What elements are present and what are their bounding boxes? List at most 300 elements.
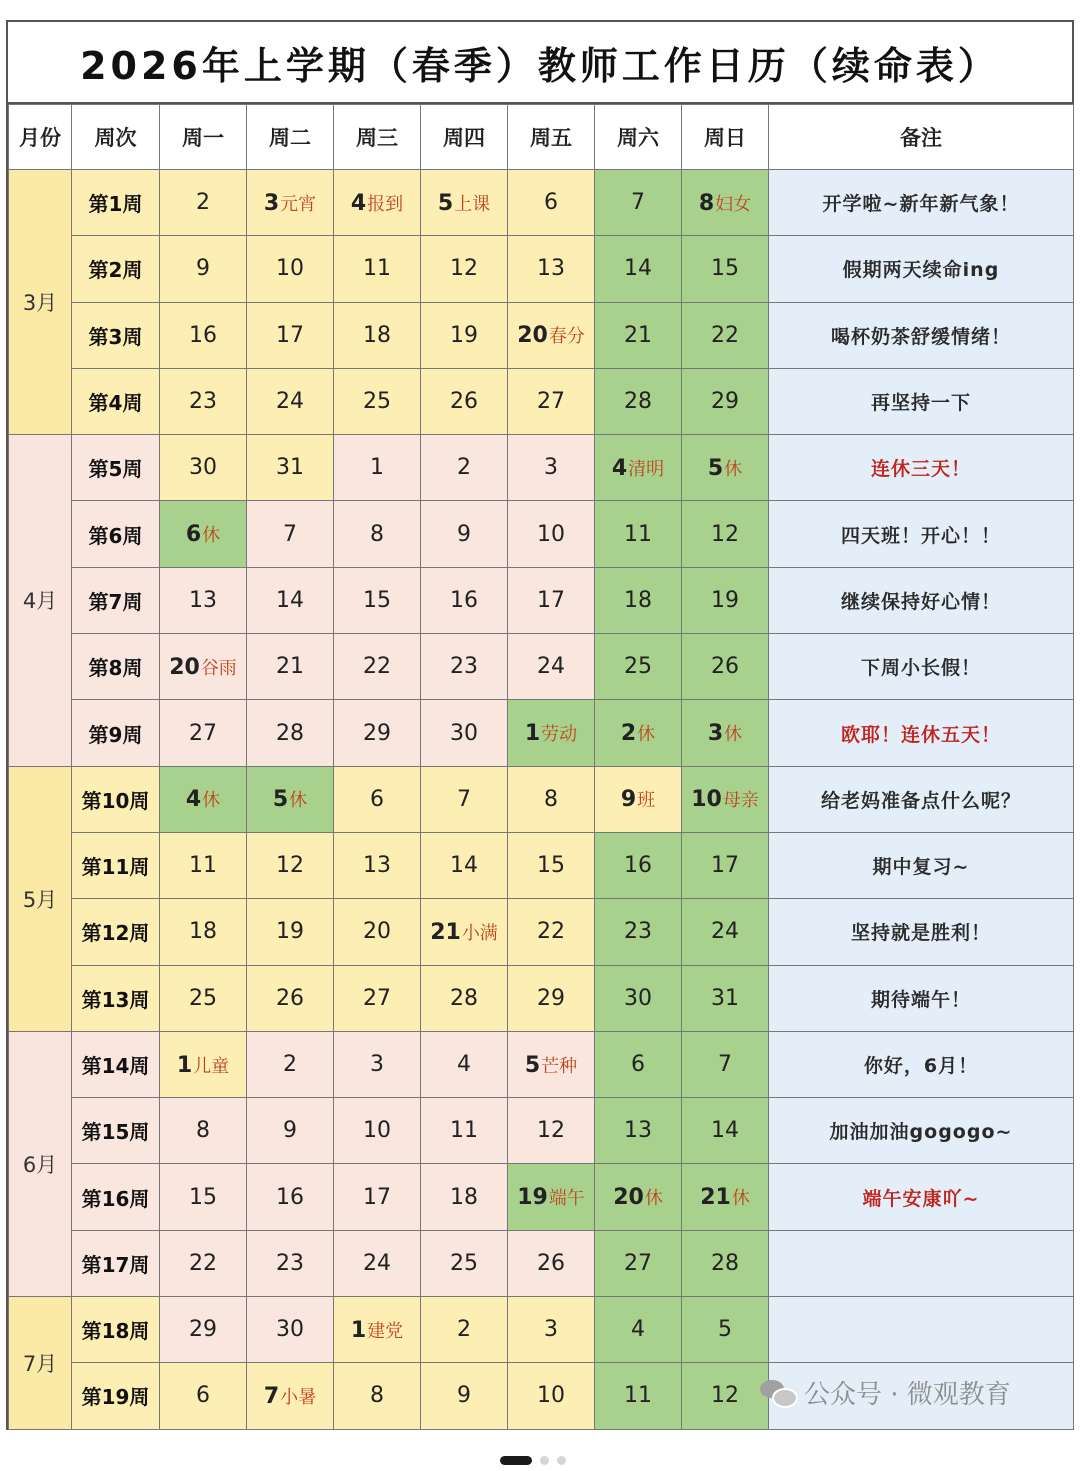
- week-row: [9, 1098, 1074, 1164]
- week-remark: 再坚持一下: [769, 368, 1074, 434]
- day-cell: [595, 700, 682, 766]
- day-number: 9: [283, 1118, 297, 1144]
- week-label: 第14周: [72, 1031, 160, 1097]
- day-cell: [682, 1031, 769, 1097]
- day-number: 23: [624, 919, 652, 945]
- day-number: 29: [363, 720, 391, 746]
- week-label: 第8周: [72, 634, 160, 700]
- day-cell: [421, 766, 508, 832]
- week-remark: 继续保持好心情！: [769, 567, 1074, 633]
- day-cell: [334, 700, 421, 766]
- week-row: [9, 170, 1074, 236]
- day-note: 儿童: [193, 1055, 230, 1077]
- day-number: 7: [631, 190, 645, 216]
- month-label: 4月: [9, 435, 72, 766]
- day-number: 22: [711, 322, 739, 348]
- day-number: 30: [450, 720, 478, 746]
- day-cell: [595, 965, 682, 1031]
- day-cell: [421, 368, 508, 434]
- day-cell: [508, 1363, 595, 1429]
- day-cell: [682, 170, 769, 236]
- day-number: 14: [624, 256, 652, 282]
- day-note: 芒种: [541, 1055, 578, 1077]
- day-number: 6: [370, 786, 384, 812]
- day-cell: [682, 236, 769, 302]
- day-cell: [247, 634, 334, 700]
- day-cell: [334, 832, 421, 898]
- day-cell: [247, 501, 334, 567]
- day-number: 6: [544, 190, 558, 216]
- week-remark: 假期两天续命ing: [769, 236, 1074, 302]
- day-cell: [421, 170, 508, 236]
- week-row: [9, 965, 1074, 1031]
- day-cell: [247, 1031, 334, 1097]
- day-number: 12: [450, 256, 478, 282]
- day-number: 26: [276, 985, 304, 1011]
- day-cell: [160, 766, 247, 832]
- day-number: 23: [450, 654, 478, 680]
- week-remark: 连休三天！: [769, 435, 1074, 501]
- day-number: 8: [370, 521, 384, 547]
- week-remark: 期中复习~: [769, 832, 1074, 898]
- day-number: 22: [363, 654, 391, 680]
- day-cell: [508, 1297, 595, 1363]
- day-number: 21: [276, 654, 304, 680]
- day-number: 18: [189, 919, 217, 945]
- day-cell: [595, 236, 682, 302]
- week-row: [9, 501, 1074, 567]
- day-cell: [682, 766, 769, 832]
- day-cell: [682, 634, 769, 700]
- day-cell: [682, 435, 769, 501]
- week-label: 第1周: [72, 170, 160, 236]
- week-label: 第4周: [72, 368, 160, 434]
- day-number: 27: [537, 389, 565, 415]
- day-number: 3: [370, 1052, 384, 1077]
- day-cell: [508, 435, 595, 501]
- day-number: 24: [363, 1250, 391, 1276]
- day-cell: [421, 1230, 508, 1296]
- day-number: 5: [718, 1317, 732, 1343]
- day-cell: [682, 501, 769, 567]
- day-cell: [682, 1363, 769, 1429]
- day-cell: [595, 1230, 682, 1296]
- week-row: [9, 1230, 1074, 1296]
- week-row: [9, 634, 1074, 700]
- day-cell: [334, 302, 421, 368]
- week-row: [9, 832, 1074, 898]
- day-number: 5: [707, 455, 724, 481]
- day-number: 2: [457, 1317, 471, 1343]
- day-number: 7: [718, 1052, 732, 1077]
- day-cell: [334, 766, 421, 832]
- day-cell: [160, 170, 247, 236]
- day-number: 2: [620, 721, 637, 747]
- day-note: 上课: [454, 193, 491, 215]
- week-remark: [769, 1230, 1074, 1296]
- day-note: 劳动: [541, 724, 578, 746]
- day-cell: [595, 567, 682, 633]
- day-number: 31: [276, 455, 304, 481]
- week-row: [9, 302, 1074, 368]
- day-number: 13: [537, 256, 565, 282]
- header-week: 周次: [72, 105, 160, 170]
- day-cell: [247, 1230, 334, 1296]
- day-number: 19: [276, 919, 304, 945]
- day-cell: [247, 832, 334, 898]
- day-number: 25: [624, 654, 652, 680]
- week-remark: 下周小长假！: [769, 634, 1074, 700]
- day-cell: [508, 302, 595, 368]
- day-number: 24: [276, 389, 304, 415]
- day-number: 11: [189, 853, 217, 879]
- day-number: 28: [624, 389, 652, 415]
- day-cell: [160, 1230, 247, 1296]
- day-cell: [247, 1098, 334, 1164]
- day-cell: [334, 435, 421, 501]
- day-cell: [247, 899, 334, 965]
- month-label: 3月: [9, 170, 72, 435]
- day-number: 20: [169, 654, 200, 680]
- day-number: 11: [450, 1118, 478, 1144]
- week-label: 第12周: [72, 899, 160, 965]
- day-number: 30: [276, 1317, 304, 1343]
- day-number: 29: [711, 389, 739, 415]
- day-cell: [334, 1031, 421, 1097]
- day-cell: [334, 236, 421, 302]
- day-number: 26: [450, 389, 478, 415]
- day-cell: [421, 832, 508, 898]
- day-note: 休: [202, 790, 221, 812]
- week-row: [9, 1297, 1074, 1363]
- day-number: 7: [283, 521, 297, 547]
- day-cell: [247, 567, 334, 633]
- day-cell: [160, 965, 247, 1031]
- day-number: 8: [196, 1118, 210, 1144]
- day-note: 母亲: [722, 790, 759, 812]
- day-cell: [160, 368, 247, 434]
- day-number: 16: [189, 322, 217, 348]
- day-number: 19: [711, 587, 739, 613]
- week-remark: 喝杯奶茶舒缓情绪！: [769, 302, 1074, 368]
- day-number: 23: [189, 389, 217, 415]
- day-number: 9: [457, 521, 471, 547]
- day-cell: [334, 368, 421, 434]
- day-cell: [160, 899, 247, 965]
- day-cell: [508, 1230, 595, 1296]
- day-number: 12: [711, 521, 739, 547]
- day-cell: [595, 435, 682, 501]
- week-label: 第15周: [72, 1098, 160, 1164]
- day-number: 29: [189, 1317, 217, 1343]
- week-remark: 四天班！开心！！: [769, 501, 1074, 567]
- day-number: 15: [537, 853, 565, 879]
- day-cell: [247, 766, 334, 832]
- day-number: 28: [711, 1250, 739, 1276]
- day-number: 4: [631, 1317, 645, 1343]
- header-note: 备注: [769, 105, 1074, 170]
- day-cell: [334, 1363, 421, 1429]
- day-cell: [682, 1098, 769, 1164]
- day-number: 27: [624, 1250, 652, 1276]
- day-cell: [595, 1363, 682, 1429]
- week-label: 第2周: [72, 236, 160, 302]
- day-cell: [160, 700, 247, 766]
- day-number: 8: [698, 190, 715, 216]
- week-remark: 开学啦~新年新气象！: [769, 170, 1074, 236]
- day-cell: [421, 435, 508, 501]
- day-number: 25: [363, 389, 391, 415]
- header-month: 月份: [9, 105, 72, 170]
- day-cell: [247, 170, 334, 236]
- day-number: 10: [537, 521, 565, 547]
- day-cell: [595, 1031, 682, 1097]
- page-dot[interactable]: [557, 1456, 566, 1465]
- day-number: 14: [711, 1118, 739, 1144]
- day-cell: [160, 435, 247, 501]
- day-number: 9: [196, 256, 210, 282]
- day-number: 20: [517, 323, 548, 349]
- day-number: 7: [457, 786, 471, 812]
- day-number: 29: [537, 985, 565, 1011]
- day-number: 6: [196, 1383, 210, 1409]
- day-number: 4: [457, 1052, 471, 1077]
- week-row: [9, 236, 1074, 302]
- watermark: [760, 1372, 1011, 1412]
- day-cell: [421, 1164, 508, 1230]
- day-number: 3: [263, 190, 280, 216]
- day-number: 5: [524, 1052, 541, 1078]
- week-remark: 加油加油gogogo~: [769, 1098, 1074, 1164]
- day-number: 27: [363, 985, 391, 1011]
- day-cell: [421, 1297, 508, 1363]
- header-mon: 周一: [160, 105, 247, 170]
- day-cell: [682, 832, 769, 898]
- day-number: 3: [544, 455, 558, 481]
- day-number: 21: [624, 322, 652, 348]
- day-cell: [508, 170, 595, 236]
- day-number: 30: [624, 985, 652, 1011]
- day-number: 1: [176, 1052, 193, 1078]
- day-cell: [334, 1098, 421, 1164]
- day-number: 16: [276, 1184, 304, 1210]
- day-number: 25: [450, 1250, 478, 1276]
- day-number: 25: [189, 985, 217, 1011]
- day-number: 15: [363, 587, 391, 613]
- day-note: 春分: [548, 326, 585, 348]
- week-row: [9, 435, 1074, 501]
- day-cell: [595, 302, 682, 368]
- day-cell: [595, 368, 682, 434]
- week-remark: 给老妈准备点什么呢？: [769, 766, 1074, 832]
- day-cell: [334, 567, 421, 633]
- page-dot[interactable]: [540, 1456, 549, 1465]
- week-remark: [769, 1297, 1074, 1363]
- day-number: 12: [276, 853, 304, 879]
- day-number: 26: [537, 1250, 565, 1276]
- day-note: 休: [202, 525, 221, 547]
- header-thu: 周四: [421, 105, 508, 170]
- day-note: 妇女: [715, 193, 752, 215]
- day-number: 4: [350, 190, 367, 216]
- week-row: [9, 766, 1074, 832]
- day-number: 17: [537, 587, 565, 613]
- day-note: 谷雨: [200, 657, 237, 679]
- week-label: 第10周: [72, 766, 160, 832]
- header-tue: 周二: [247, 105, 334, 170]
- day-number: 3: [544, 1317, 558, 1343]
- day-note: 休: [724, 458, 743, 480]
- calendar-table: [8, 104, 1074, 1430]
- day-number: 17: [276, 322, 304, 348]
- week-row: [9, 899, 1074, 965]
- day-cell: [595, 899, 682, 965]
- day-number: 10: [537, 1383, 565, 1409]
- day-number: 31: [711, 985, 739, 1011]
- week-remark: 端午安康吖~: [769, 1164, 1074, 1230]
- day-number: 18: [363, 322, 391, 348]
- day-number: 2: [283, 1052, 297, 1077]
- day-number: 18: [624, 587, 652, 613]
- day-number: 17: [711, 853, 739, 879]
- week-row: [9, 700, 1074, 766]
- week-label: 第16周: [72, 1164, 160, 1230]
- day-number: 24: [537, 654, 565, 680]
- calendar-sheet: [6, 20, 1074, 1430]
- week-label: 第3周: [72, 302, 160, 368]
- day-cell: [421, 302, 508, 368]
- day-cell: [508, 700, 595, 766]
- page-title: 2026年上学期（春季）教师工作日历（续命表）: [8, 22, 1072, 104]
- day-number: 12: [711, 1383, 739, 1409]
- day-number: 19: [450, 322, 478, 348]
- day-number: 26: [711, 654, 739, 680]
- day-cell: [682, 1297, 769, 1363]
- day-cell: [160, 1098, 247, 1164]
- day-cell: [508, 1098, 595, 1164]
- day-cell: [334, 899, 421, 965]
- day-cell: [595, 1164, 682, 1230]
- day-cell: [508, 1031, 595, 1097]
- day-cell: [247, 368, 334, 434]
- day-number: 8: [370, 1383, 384, 1409]
- day-note: 报到: [367, 193, 404, 215]
- day-cell: [334, 1297, 421, 1363]
- day-cell: [160, 1297, 247, 1363]
- day-number: 1: [350, 1317, 367, 1343]
- day-cell: [334, 1164, 421, 1230]
- day-cell: [247, 1363, 334, 1429]
- day-cell: [160, 832, 247, 898]
- day-cell: [160, 236, 247, 302]
- day-cell: [508, 567, 595, 633]
- week-remark: 坚持就是胜利！: [769, 899, 1074, 965]
- day-cell: [247, 302, 334, 368]
- day-number: 18: [450, 1184, 478, 1210]
- header-sun: 周日: [682, 105, 769, 170]
- day-cell: [682, 368, 769, 434]
- day-cell: [334, 170, 421, 236]
- day-number: 8: [544, 786, 558, 812]
- day-cell: [421, 965, 508, 1031]
- day-cell: [682, 302, 769, 368]
- page-indicator[interactable]: [500, 1456, 566, 1465]
- day-cell: [682, 899, 769, 965]
- day-number: 22: [189, 1250, 217, 1276]
- day-number: 30: [189, 455, 217, 481]
- day-cell: [247, 435, 334, 501]
- day-cell: [508, 1164, 595, 1230]
- day-note: 端午: [548, 1188, 585, 1210]
- day-note: 建党: [367, 1320, 404, 1342]
- day-note: 班: [637, 790, 656, 812]
- day-number: 22: [537, 919, 565, 945]
- day-number: 21: [430, 919, 461, 945]
- day-number: 6: [631, 1052, 645, 1077]
- day-number: 2: [457, 455, 471, 481]
- day-cell: [160, 1031, 247, 1097]
- day-cell: [421, 567, 508, 633]
- day-cell: [682, 1230, 769, 1296]
- header-fri: 周五: [508, 105, 595, 170]
- day-cell: [160, 302, 247, 368]
- day-cell: [334, 501, 421, 567]
- calendar-body: [9, 170, 1074, 1430]
- day-cell: [421, 634, 508, 700]
- day-note: 元宵: [280, 193, 317, 215]
- day-number: 17: [363, 1184, 391, 1210]
- day-number: 11: [624, 521, 652, 547]
- watermark-text: 公众号 · 微观教育: [804, 1379, 1011, 1410]
- day-number: 28: [450, 985, 478, 1011]
- day-cell: [247, 965, 334, 1031]
- day-number: 3: [707, 721, 724, 747]
- day-number: 11: [363, 256, 391, 282]
- day-cell: [508, 634, 595, 700]
- day-note: 休: [724, 724, 743, 746]
- day-cell: [160, 501, 247, 567]
- week-label: 第17周: [72, 1230, 160, 1296]
- day-number: 10: [363, 1118, 391, 1144]
- day-cell: [247, 1297, 334, 1363]
- day-cell: [508, 766, 595, 832]
- page-dot-active[interactable]: [500, 1456, 532, 1465]
- day-cell: [595, 766, 682, 832]
- day-number: 13: [624, 1118, 652, 1144]
- day-number: 6: [185, 522, 202, 548]
- day-number: 16: [450, 587, 478, 613]
- month-label: 6月: [9, 1031, 72, 1296]
- day-cell: [160, 634, 247, 700]
- week-row: [9, 368, 1074, 434]
- day-number: 1: [370, 455, 384, 481]
- day-cell: [508, 236, 595, 302]
- week-label: 第5周: [72, 435, 160, 501]
- day-cell: [682, 1164, 769, 1230]
- day-cell: [160, 1164, 247, 1230]
- day-number: 14: [276, 587, 304, 613]
- day-cell: [247, 1164, 334, 1230]
- day-number: 16: [624, 853, 652, 879]
- day-number: 5: [272, 787, 289, 813]
- day-number: 10: [276, 256, 304, 282]
- day-number: 23: [276, 1250, 304, 1276]
- header-row: [9, 105, 1074, 170]
- day-number: 7: [263, 1383, 280, 1409]
- day-note: 清明: [628, 458, 665, 480]
- day-note: 小满: [461, 922, 498, 944]
- week-label: 第18周: [72, 1297, 160, 1363]
